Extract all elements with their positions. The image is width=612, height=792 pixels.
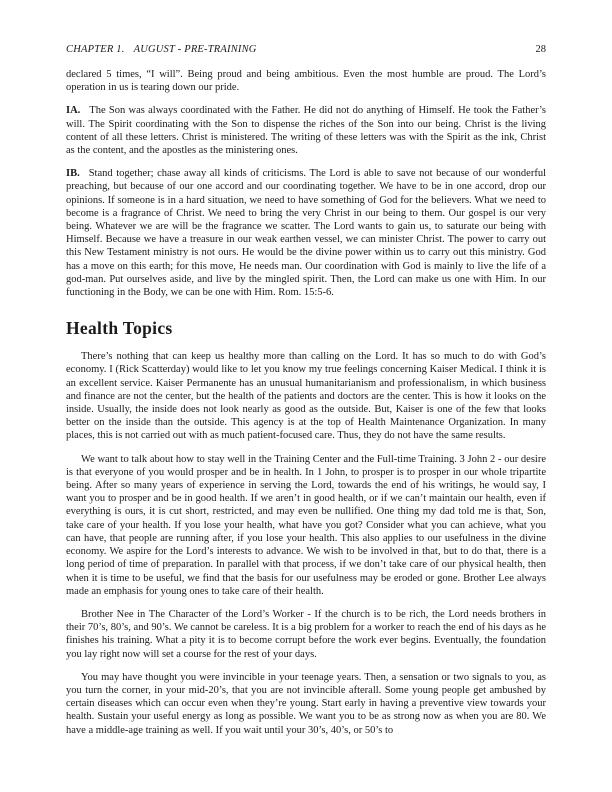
outline-text-ia: The Son was always coordinated with the Father. He did not do anything of Himself. He took the Father’s will. The Spirit coordinating with the Son to dispense the riches of the Son into our being. Christ is the living content of all these letters. Christ is ministered. The writing of these letters was with the Spirit as the ink, Christ as the content, and the apostles as the ministering ones. (66, 105, 546, 157)
paragraph-outline-ib (66, 167, 546, 299)
chapter-running-title (66, 44, 257, 55)
page-number: 28 (535, 44, 546, 55)
paragraph-outline-ia (66, 104, 546, 157)
running-header (66, 44, 546, 55)
paragraph-invincible: You may have thought you were invincible in your teenage years. Then, a sensation or two signals to you, as you turn the corner, in your mid-20’s, that you are not invincible afterall. Some young people get ambushed by certain diseases which can occur even when they’re young. Start early in having a preventive view towards your health. Sustain your useful energy as long as possible. We want you to be as strong now as when you are 80. We have a middle-age training as well. If you wait until your 30’s, 40’s, or 50’s to (66, 671, 546, 736)
chapter-label: CHAPTER 1. (66, 44, 125, 55)
outline-text-ib: Stand together; chase away all kinds of criticisms. The Lord is able to save not because of our wonderful preaching, but because of our one accord and our coordinating together. We have to be in one accord, drop our opinions. If someone is in a hard situation, we need to have something of God for the believers. What we need to become is a fragrance of Christ. We need to bring the very Christ in our being to them. Our gospel is our very being. Whatever we are will be the fragrance we scatter. The Lord wants to gain us, to saturate our being with Himself. Because we have a treasure in our weak earthen vessel, we can minister Christ. The power to carry out this New Testament ministry is not ours. He would be the divine power within us to carry out this ministry. God has a move on this earth; for this move, He needs man. Our coordination with God is mainly to live the life of a god-man. Put ourselves aside, and live by the mingled spirit. Then, the Lord can make us one with Him. In our functioning in the Body, we can be one with Him. Rom. 15:5-6. (66, 168, 546, 299)
chapter-title-text: AUGUST - PRE-TRAINING (133, 44, 257, 55)
outline-label-ia: IA. (66, 105, 81, 117)
paragraph-brother-nee: Brother Nee in The Character of the Lord’s Worker - If the church is to be rich, the Lord needs brothers in their 70’s, 80’s, and 90’s. We cannot be careless. It is a big problem for a worker to reach the end of his days as he finishes his training. What a pity it is to become corrupt before the work ever begins. Eventually, the foundation you lay right now will set a course for the rest of your days. (66, 608, 546, 660)
paragraph-continuation: declared 5 times, “I will”. Being proud and being ambitious. Even the most humble are proud. The Lord’s operation in us is tearing down our pride. (66, 69, 546, 94)
paragraph-kaiser: There’s nothing that can keep us healthy more than calling on the Lord. It has so much to do with God’s economy. I (Rick Scatterday) would like to let you know my true feelings concerning Kaiser Medical. I think it is an excellent service. Kaiser Permanente has an unusual humanitarianism and professionalism, in which business and finance are not the center, but the health of the patients and doctors are the center. This is how it looks on the inside. Usually, the inside does not look nearly as good as the outside. But, Kaiser is one of the few that looks better on the inside than the outside. This agency is at the top of Health Maintenance Organization. In many places, this is not carried out with as much patient-focused care. Thus, they do not have the same results. (66, 351, 546, 442)
paragraph-stay-well: We want to talk about how to stay well in the Training Center and the Full-time Training. 3 John 2 - our desire is that everyone of you would prosper and be in health. In 1 John, to prosper is to prosper in our whole tripartite being. After so many years of experience in serving the Lord, towards the end of his writings, he would say, I want you to prosper and be in good health. If we aren’t in good health, or if we can’t maintain our health, even if everything is ours, it is cut short, restricted, and may even be nullified. One thing my dad told me is that, Son, take care of your health. If you lose your health, what have you got? Consider what you can achieve, what you can have, that people are running after, if you lose your health. This also applies to our usefulness in the divine economy. We aspire for the Lord’s interests to advance. We wish to be involved in that, but to do that, there is a long period of time of preparation. In parallel with that process, if we don’t take care of our physical health, then when it is time to be useful, we find that the basis for our usefulness may be eroded or gone. Brother Lee always made an emphasis for young ones to take care of their health. (66, 453, 546, 597)
section-heading-health-topics: Health Topics (66, 318, 173, 339)
outline-label-ib: IB. (66, 168, 80, 180)
